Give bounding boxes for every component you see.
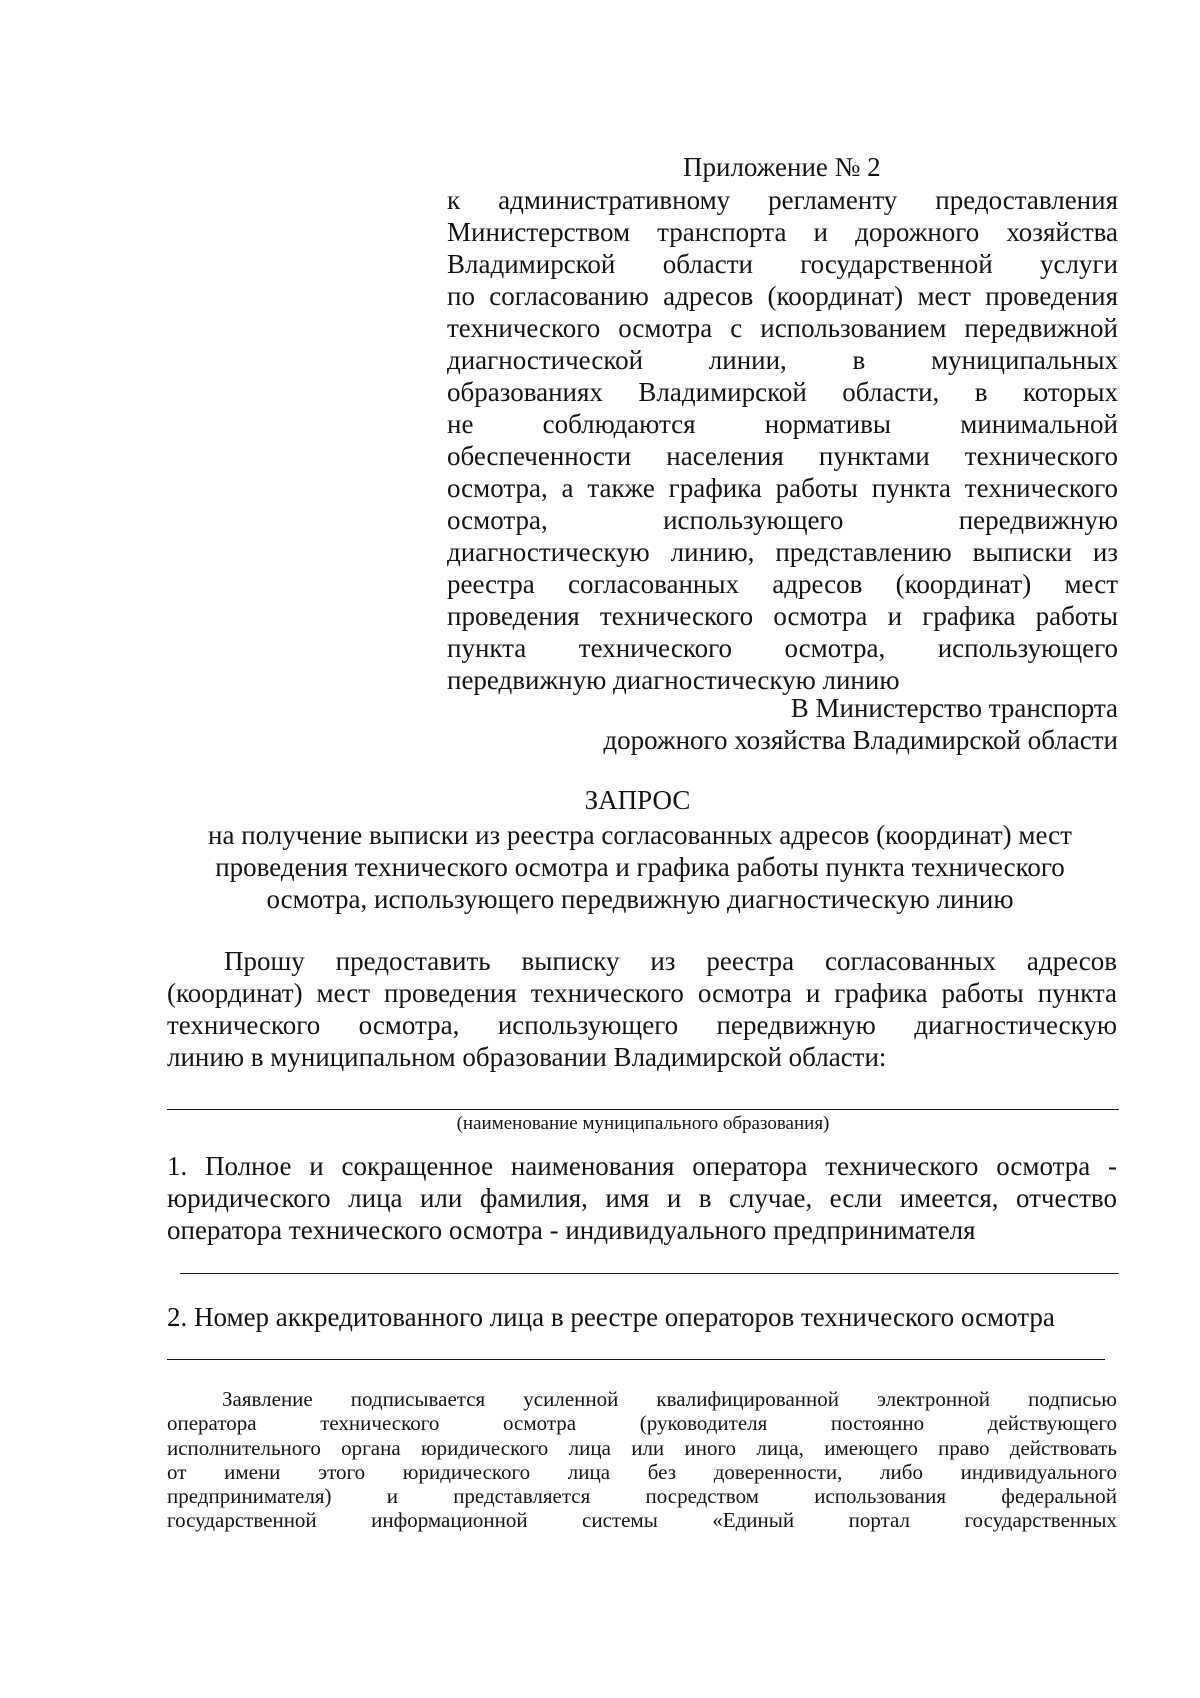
appendix-line: пункта технического осмотра, использующего (447, 633, 1118, 663)
appendix-line: передвижную диагностическую линию (447, 665, 900, 695)
subtitle-line: на получение выписки из реестра согласованных адресов (координат) мест (208, 820, 1072, 850)
operator-name-field-line[interactable] (180, 1273, 1119, 1274)
subtitle-line: проведения технического осмотра и графика работы пункта технического (215, 852, 1065, 882)
appendix-line: диагностическую линию, представлению выписки из (447, 537, 1118, 567)
appendix-title: Приложение № 2 (683, 152, 881, 182)
paragraph-line: линию в муниципальном образовании Владимирской области: (167, 1042, 887, 1072)
note-line: от имени этого юридического лица без доверенности, либо индивидуального (167, 1459, 1117, 1484)
appendix-line: осмотра, использующего передвижную (447, 505, 1118, 535)
signature-note (167, 1387, 1117, 1533)
appendix-line: не соблюдаются нормативы минимальной (447, 409, 1118, 439)
note-line: предпринимателя) и представляется посредством использования федеральной (167, 1484, 1117, 1509)
request-paragraph (167, 945, 1117, 1073)
appendix-line: реестра согласованных адресов (координат) мест (447, 569, 1118, 599)
municipality-caption: (наименование муниципального образования) (456, 1113, 830, 1134)
note-line: Заявление подписывается усиленной квалифицированной электронной подписью (222, 1387, 1117, 1411)
paragraph-line: Прошу предоставить выписку из реестра согласованных адресов (224, 946, 1117, 976)
appendix-line: по согласованию адресов (координат) мест проведения (447, 281, 1118, 311)
note-line: государственной информационной системы «Единый портал государственных (167, 1508, 1117, 1533)
item-accreditation-number: 2. Номер аккредитованного лица в реестре операторов технического осмотра (167, 1302, 1055, 1332)
appendix-line: проведения технического осмотра и графика работы (447, 601, 1118, 631)
appendix-line: Министерством транспорта и дорожного хозяйства (447, 217, 1118, 247)
appendix-line: к административному регламенту предоставления (447, 185, 1118, 215)
accreditation-number-field-line[interactable] (167, 1359, 1105, 1360)
note-line: исполнительного органа юридического лица или иного лица, имеющего право действовать (167, 1435, 1117, 1460)
appendix-line: обеспеченности населения пунктами технического (447, 441, 1118, 471)
subtitle-line: осмотра, использующего передвижную диагностическую линию (266, 884, 1014, 914)
item-line: оператора технического осмотра - индивидуального предпринимателя (167, 1215, 976, 1245)
item-line: 1. Полное и сокращенное наименования оператора технического осмотра - (167, 1151, 1117, 1181)
appendix-line: образованиях Владимирской области, в которых (447, 377, 1118, 407)
item-operator-name (167, 1150, 1117, 1246)
municipality-field-line[interactable] (167, 1109, 1119, 1110)
appendix-line: диагностической линии, в муниципальных (447, 345, 1118, 375)
request-subtitle (180, 819, 1100, 915)
paragraph-line: (координат) мест проведения технического осмотра и графика работы пункта (167, 978, 1117, 1008)
addressee-line: В Министерство транспорта (790, 693, 1118, 723)
addressee-line: дорожного хозяйства Владимирской области (603, 725, 1118, 755)
appendix-line: Владимирской области государственной услуги (447, 249, 1118, 279)
item-line: юридического лица или фамилия, имя и в случае, если имеется, отчество (167, 1183, 1117, 1213)
addressee-block (447, 692, 1118, 756)
appendix-line: технического осмотра с использованием передвижной (447, 313, 1118, 343)
request-title: ЗАПРОС (584, 785, 691, 815)
paragraph-line: технического осмотра, использующего передвижную диагностическую (167, 1010, 1117, 1040)
appendix-line: осмотра, а также графика работы пункта технического (447, 473, 1118, 503)
note-line: оператора технического осмотра (руководителя постоянно действующего (167, 1411, 1117, 1436)
appendix-description (447, 184, 1118, 696)
